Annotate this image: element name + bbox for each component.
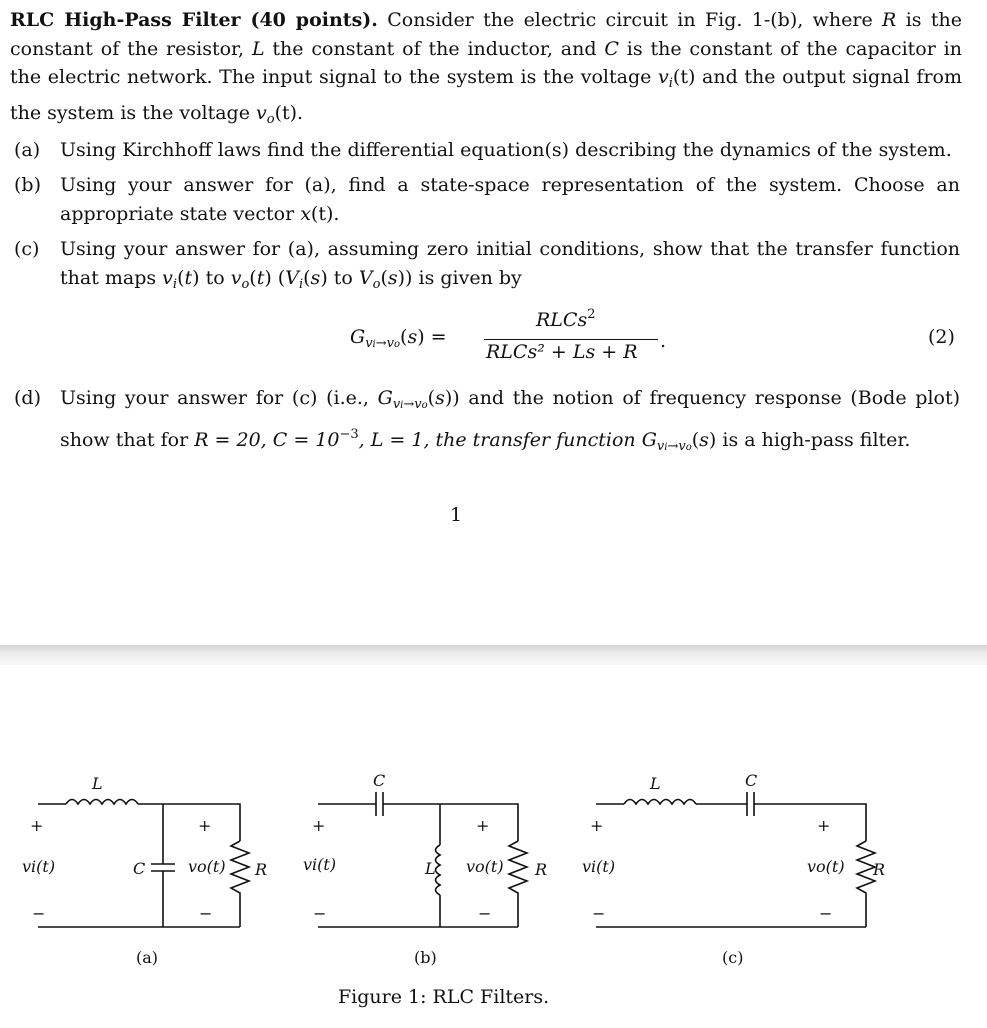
svg-text:C: C — [373, 771, 386, 790]
svg-text:vo(t): vo(t) — [188, 857, 226, 876]
svg-text:−: − — [199, 904, 213, 923]
svg-text:−: − — [592, 904, 606, 923]
resistor-a — [231, 841, 249, 927]
svg-text:L: L — [92, 774, 103, 793]
inductor-a — [66, 800, 138, 805]
svg-text:vi(t): vi(t) — [303, 855, 337, 874]
equation-number: (2) — [928, 326, 955, 348]
svg-text:vi(t): vi(t) — [582, 857, 616, 876]
capacitor-b — [376, 792, 383, 816]
item-d: (d) Using your answer for (c) (i.e., $G_{vi\to vo}(s)$) and the notion of frequency response (Bode plot) show that for R = 20, $C = 10^{-3}$, L = 1, the transfer function $G_{vi\to vo}(s)$ is a high-pass filter. — [14, 387, 961, 454]
svg-text:L: L — [425, 859, 436, 878]
problem-page: RLC High-Pass Filter (40 points). Consider the electric circuit in Fig. 1-(b), where R is the constant of the resistor, L the constant of the inductor, and C is the constant of the capacitor in the electric network. The input signal to the system is the voltage $v_i(t)$ and the output signal from the system is the voltage $v_o(t)$. (a) Using Kirchhoff laws find the differential equation(s) describing the dynamics of the system. (b) Using your answer for (a), find a state-space representation of the system. Choose an appropriate state vector x(t). (c) Using your answer for (a), assuming zero initial conditions, show that the transfer function that maps $v_i(t)$ to $v_o(t)$ ($V_i(s)$ to $V_o(s)$) is given by $G_{vi\to vo}(s)$ = RLCs$^2$ RLCs² + Ls + R . (2) (d) Using your answer for (c) (i.e., $G_{vi\to vo}(s)$) and the notion of frequency response (Bode plot) show that for R = 20, $C = 10^{-3}$, L = 1, the transfer function $G_{vi\to vo}(s)$ is a high-pass filter. 1 — [0, 0, 987, 645]
svg-text:+: + — [817, 816, 831, 835]
item-b: (b) Using your answer for (a), find a state-space representation of the system. Choose an appropriate state vector x(t). — [14, 174, 960, 225]
svg-text:(c): (c) — [722, 948, 744, 967]
figure-page — [0, 665, 987, 1024]
inductor-b — [436, 845, 441, 895]
page-number: 1 — [450, 504, 463, 526]
svg-text:−: − — [313, 904, 327, 923]
svg-text:−: − — [819, 904, 833, 923]
resistor-c — [857, 841, 875, 927]
svg-text:R: R — [535, 860, 548, 879]
svg-text:R: R — [873, 860, 886, 879]
problem-title: RLC High-Pass Filter (40 points). — [10, 9, 378, 31]
figure-caption: Figure 1: RLC Filters. — [338, 986, 550, 1008]
capacitor-c — [747, 792, 754, 816]
inductor-c — [624, 800, 696, 805]
svg-text:R: R — [255, 860, 268, 879]
svg-text:(b): (b) — [414, 948, 437, 967]
page-separator — [0, 645, 987, 665]
rlc-circuits-figure — [0, 665, 987, 1024]
svg-text:−: − — [478, 904, 492, 923]
item-c: (c) Using your answer for (a), assuming zero initial conditions, show that the transfer function that maps $v_i(t)$ to $v_o(t)$ ($V_i(s)$ to $V_o(s)$) is given by — [14, 238, 960, 292]
svg-text:+: + — [198, 816, 212, 835]
svg-text:C: C — [133, 859, 146, 878]
svg-text:C: C — [745, 771, 758, 790]
svg-text:vo(t): vo(t) — [807, 857, 845, 876]
item-a: (a) Using Kirchhoff laws find the differential equation(s) describing the dynamics of the system. — [14, 139, 952, 161]
svg-text:vo(t): vo(t) — [466, 857, 504, 876]
svg-text:+: + — [30, 816, 44, 835]
svg-text:+: + — [312, 816, 326, 835]
capacitor-a — [151, 864, 175, 871]
svg-text:+: + — [590, 816, 604, 835]
problem-intro: RLC High-Pass Filter (40 points). Consider the electric circuit in Fig. 1-(b), where R is the constant of the resistor, L the constant of the inductor, and C is the constant of the capacitor in the electric network. The input signal to the system is the voltage $v_i(t)$ and the output signal from the system is the voltage $v_o(t)$. — [10, 9, 962, 127]
svg-text:+: + — [476, 816, 490, 835]
resistor-b — [509, 841, 527, 927]
svg-text:(a): (a) — [136, 948, 159, 967]
svg-text:vi(t): vi(t) — [22, 857, 56, 876]
svg-text:−: − — [32, 904, 46, 923]
svg-text:L: L — [650, 774, 661, 793]
